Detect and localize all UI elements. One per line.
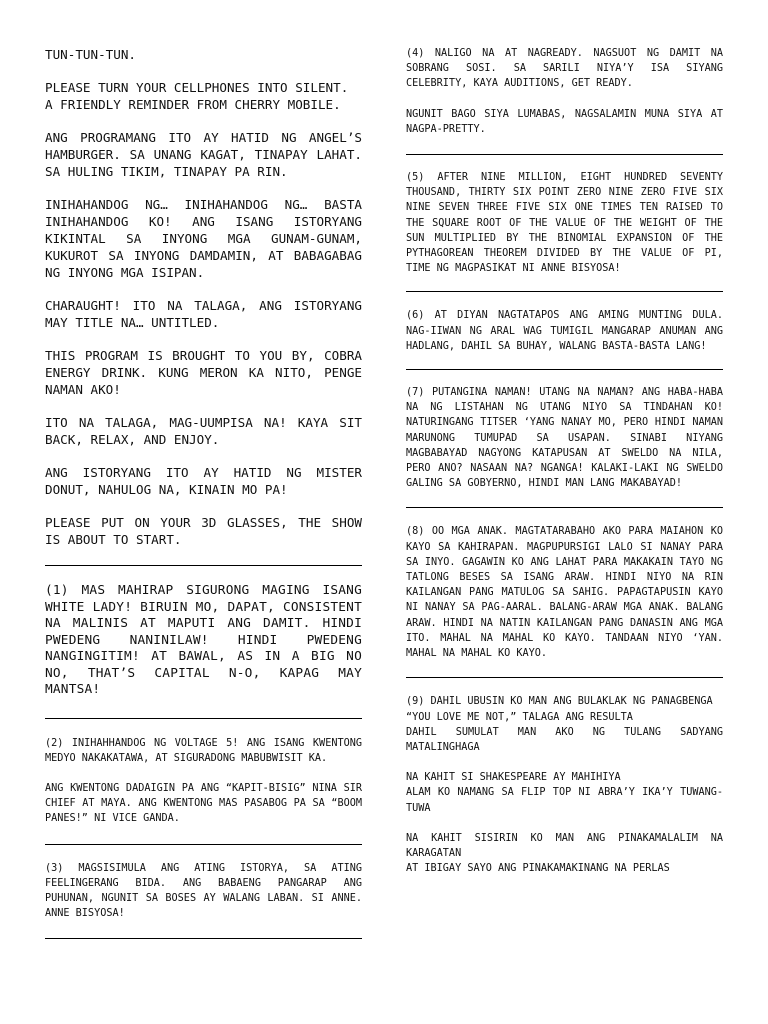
intro-paragraph: ANG PROGRAMANG ITO AY HATID NG ANGEL’S HAMBURGER. SA UNANG KAGAT, TINAPAY LAHAT. SA HULING TIKIM, TINAPAY PA RIN. xyxy=(45,130,362,179)
section-1-text: (1) MAS MAHIRAP SIGURONG MAGING ISANG WHITE LADY! BIRUIN MO, DAPAT, CONSISTENT NA MALINIS AT MAPUTI ANG DAMIT. HINDI PWEDENG NANINILAW! HINDI PWEDENG NANGINGITIM! AT BAWAL, AS IN A BIG NO NO, THAT’S CAPITAL N-O, KAPAG MAY MANTSA! xyxy=(45,583,362,697)
intro-paragraph: ANG ISTORYANG ITO AY HATID NG MISTER DONUT, NAHULOG NA, KINAIN MO PA! xyxy=(45,465,362,497)
section-divider xyxy=(406,369,723,370)
section-divider xyxy=(45,938,362,939)
intro-paragraph: PLEASE PUT ON YOUR 3D GLASSES, THE SHOW IS ABOUT TO START. xyxy=(45,515,362,547)
section-divider xyxy=(45,565,362,566)
section-7-text: (7) PUTANGINA NAMAN! UTANG NA NAMAN? ANG HABA-HABA NA NG LISTAHAN NG UTANG NIYO SA TINDAHAN KO! NATURINGANG TITSER ‘YANG NANAY MO, PERO HINDI NAMAN MARUNONG TUMUPAD SA USAPAN. SINABI NIYANG MAGBABAYAD NAGYONG KATAPUSAN AT SWELDO NA NILA, PERO ANO? NASAAN NA? NGANGA! KALAKI-LAKI NG SWELDO GALING SA GOBYERNO, HINDI MAN LANG MAKABAYAD! xyxy=(406,387,723,490)
section-5-text: (5) AFTER NINE MILLION, EIGHT HUNDRED SEVENTY THOUSAND, THIRTY SIX POINT ZERO NINE ZERO FIVE SIX NINE SEVEN THREE FIVE SIX ONE TIMES TEN RAISED TO THE SQUARE ROOT OF THE VALUE OF THE WEIGHT OF THE SUN MULTIPLIED BY THE BINOMIAL EXPANSION OF THE PYTHAGOREAN THEOREM DIVIDED BY THE VALUE OF PI, TIME NG MAGPASIKAT NI ANNE BISYOSA! xyxy=(406,172,723,275)
section-divider xyxy=(406,507,723,508)
section-divider xyxy=(406,677,723,678)
intro-paragraph: INIHAHANDOG NG… INIHAHANDOG NG… BASTA INIHAHANDOG KO! ANG ISANG ISTORYANG KIKINTAL SA INYONG MGA GUNAM-GUNAM, KUKUROT SA INYONG DAMDAMIN, AT BABAGABAG NG INYONG MGA ISIPAN. xyxy=(45,197,362,280)
section-8-text: (8) OO MGA ANAK. MAGTATARABAHO AKO PARA MAIAHON KO KAYO SA KAHIRAPAN. MAGPUPURSIGI LALO SI NANAY PARA SA INYO. GAGAWIN KO ANG LAHAT PARA MAKAKAIN TAYO NG TATLONG BESES SA ISANG ARAW. HINDI NIYO NA RIN KAILANGAN PANG MATULOG SA SAHIG. PAPAGTAPUSIN KAYO NI NANAY SA PAG-AARAL. BALANG-ARAW MGA ANAK. BALANG ARAW. HINDI NA NATIN KAILANGAN PANG DANASIN ANG MGA ITO. MAHAL NA MAHAL KO KAYO. TANDAAN NIYO ‘YAN. MAHAL NA MAHAL KO KAYO. xyxy=(406,526,723,660)
section-4-text: NGUNIT BAGO SIYA LUMABAS, NAGSALAMIN MUNA SIYA AT NAGPA-PRETTY. xyxy=(406,108,723,135)
section-4-text: (4) NALIGO NA AT NAGREADY. NAGSUOT NG DAMIT NA SOBRANG SOSI. SA SARILI NIYA’Y ISA SIYANG CELEBRITY, KAYA AUDITIONS, GET READY. xyxy=(406,48,723,90)
section-divider xyxy=(45,718,362,719)
section-divider xyxy=(406,154,723,155)
left-column xyxy=(45,46,362,939)
section-divider xyxy=(406,291,723,292)
intro-paragraph: THIS PROGRAM IS BROUGHT TO YOU BY, COBRA ENERGY DRINK. KUNG MERON KA NITO, PENGE NAMAN AKO! xyxy=(45,348,362,397)
section-2-text: (2) INIHAHHANDOG NG VOLTAGE 5! ANG ISANG KWENTONG MEDYO NAKAKATAWA, AT SIGURADONG MABUBWISIT KA. xyxy=(45,737,362,764)
section-9-stanza: NA KAHIT SI SHAKESPEARE AY MAHIHIYA ALAM KO NAMANG SA FLIP TOP NI ABRA’Y IKA’Y TUWANG-TUWA xyxy=(406,772,723,814)
intro-paragraph: PLEASE TURN YOUR CELLPHONES INTO SILENT. A FRIENDLY REMINDER FROM CHERRY MOBILE. xyxy=(45,80,349,112)
right-column xyxy=(406,46,723,876)
section-2-text: ANG KWENTONG DADAIGIN PA ANG “KAPIT-BISIG” NINA SIR CHIEF AT MAYA. ANG KWENTONG MAS PASABOG PA SA “BOOM PANES!” NI VICE GANDA. xyxy=(45,782,362,824)
section-3-text: (3) MAGSISIMULA ANG ATING ISTORYA, SA ATING FEELINGERANG BIDA. ANG BABAENG PANGARAP ANG PUHUNAN, NGUNIT SA BOSES AY WALANG LABAN. SI ANNE. ANNE BISYOSA! xyxy=(45,862,362,919)
section-9-stanza: (9) DAHIL UBUSIN KO MAN ANG BULAKLAK NG PANAGBENGA “YOU LOVE ME NOT,” TALAGA ANG RESULTA DAHIL SUMULAT MAN AKO NG TULANG SADYANG MATALINGHAGA xyxy=(406,696,723,753)
intro-paragraph: TUN-TUN-TUN. xyxy=(45,47,136,62)
section-6-text: (6) AT DIYAN NAGTATAPOS ANG AMING MUNTING DULA. NAG-IIWAN NG ARAL WAG TUMIGIL MANGARAP ANUMAN ANG HADLANG, DAHIL SA BUHAY, WALANG BASTA-BASTA LANG! xyxy=(406,310,723,352)
intro-paragraph: ITO NA TALAGA, MAG-UUMPISA NA! KAYA SIT BACK, RELAX, AND ENJOY. xyxy=(45,415,362,447)
section-9-stanza: NA KAHIT SISIRIN KO MAN ANG PINAKAMALALIM NA KARAGATAN AT IBIGAY SAYO ANG PINAKAMAKINANG NA PERLAS xyxy=(406,832,723,875)
intro-paragraph: CHARAUGHT! ITO NA TALAGA, ANG ISTORYANG MAY TITLE NA… UNTITLED. xyxy=(45,298,362,330)
section-divider xyxy=(45,844,362,845)
